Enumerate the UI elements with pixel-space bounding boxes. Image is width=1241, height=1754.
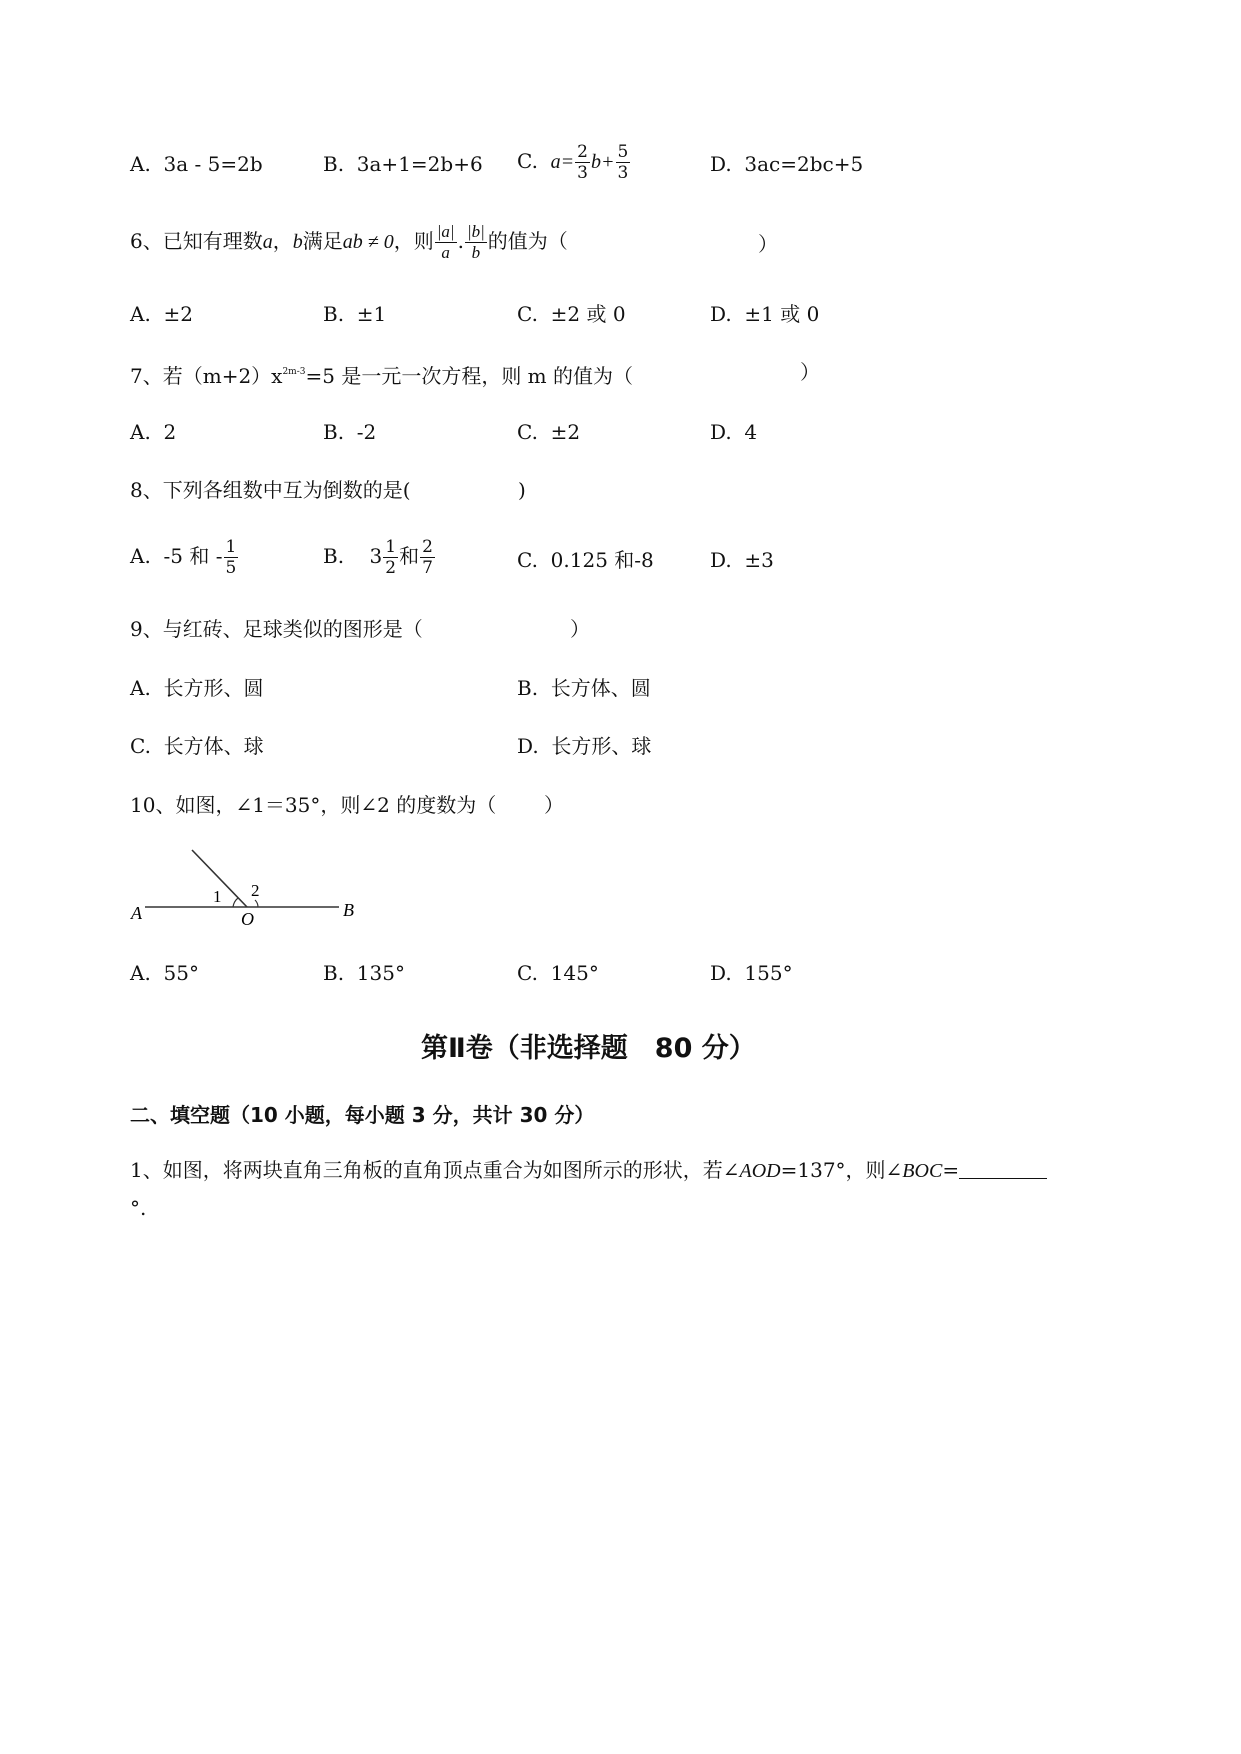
- q6-close-paren: ）: [758, 232, 778, 256]
- q9-option-b: B. 长方体、圆: [517, 676, 651, 700]
- q10-option-b: B. 135°: [323, 961, 405, 985]
- q8-option-c: C. 0.125 和-8: [517, 548, 654, 572]
- q7-option-c: C. ±2: [517, 420, 581, 444]
- answer-blank[interactable]: [959, 1160, 1047, 1179]
- q8-option-d: D. ±3: [710, 548, 774, 572]
- q9-option-c: C. 长方体、球: [130, 734, 264, 758]
- q8-option-b: B. 3 $\frac{1}{2}$ 和 $\frac{2}{7}$: [323, 537, 433, 578]
- q7-close-paren: ）: [800, 360, 820, 384]
- q10-option-a: A. 55°: [130, 961, 199, 985]
- q6-option-d: D. ±1 或 0: [710, 302, 820, 326]
- q7-option-a: A. 2: [130, 420, 177, 444]
- label-angle-2: 2: [251, 881, 260, 900]
- q7-option-b: B. -2: [323, 420, 377, 444]
- label-angle-1: 1: [213, 887, 222, 906]
- section2-title: 二、填空题（10 小题，每小题 3 分，共计 30 分）: [130, 1103, 595, 1127]
- q6-option-b: B. ±1: [323, 302, 387, 326]
- angle-figure: [125, 840, 375, 935]
- q6-option-c: C. ±2 或 0: [517, 302, 626, 326]
- q9-stem: 9、与红砖、足球类似的图形是（: [130, 617, 423, 641]
- q9-close-paren: ）: [570, 617, 590, 641]
- q10-option-c: C. 145°: [517, 961, 599, 985]
- q10-close-paren: ）: [544, 793, 564, 817]
- part2-title: 第Ⅱ卷（非选择题 80 分）: [421, 1033, 756, 1064]
- q8-option-a: A. -5 和 - $\frac{1}{5}$: [130, 537, 237, 578]
- label-a: A: [131, 903, 142, 923]
- angle-1-arc: [233, 898, 238, 907]
- q5-option-a: A. 3a - 5=2b: [130, 152, 263, 176]
- q10-stem: 10、如图，∠1＝35°，则∠2 的度数为（: [130, 793, 497, 817]
- label-o: O: [241, 909, 254, 929]
- q10-option-d: D. 155°: [710, 961, 793, 985]
- fill1-stem: 1、如图，将两块直角三角板的直角顶点重合为如图所示的形状，若∠AOD=137°，则∠BOC=: [130, 1158, 1047, 1183]
- label-b: B: [343, 900, 354, 920]
- q8-stem: 8、下列各组数中互为倒数的是(: [130, 478, 411, 502]
- q6-stem: 6、已知有理数a，b满足ab ≠ 0，则 $\frac{|a|}{a}$ . $\frac{|b|}{b}$ 的值为（: [130, 222, 568, 262]
- q5-option-d: D. 3ac=2bc+5: [710, 152, 864, 176]
- q6-option-a: A. ±2: [130, 302, 194, 326]
- angle-2-arc: [255, 900, 258, 907]
- q7-option-d: D. 4: [710, 420, 758, 444]
- q9-option-a: A. 长方形、圆: [130, 676, 264, 700]
- fill1-tail: °.: [130, 1196, 147, 1220]
- q8-close-paren: ): [518, 478, 526, 502]
- q5-option-c: C. a= $\frac{2}{3}$ b+ $\frac{5}{3}$: [517, 142, 629, 183]
- q5-option-b: B. 3a+1=2b+6: [323, 152, 483, 176]
- q9-option-d: D. 长方形、球: [517, 734, 652, 758]
- q7-stem: 7、若$(m+2)x^{2m-3}=5$ 是一元一次方程，则 m 的值为（: [130, 364, 634, 388]
